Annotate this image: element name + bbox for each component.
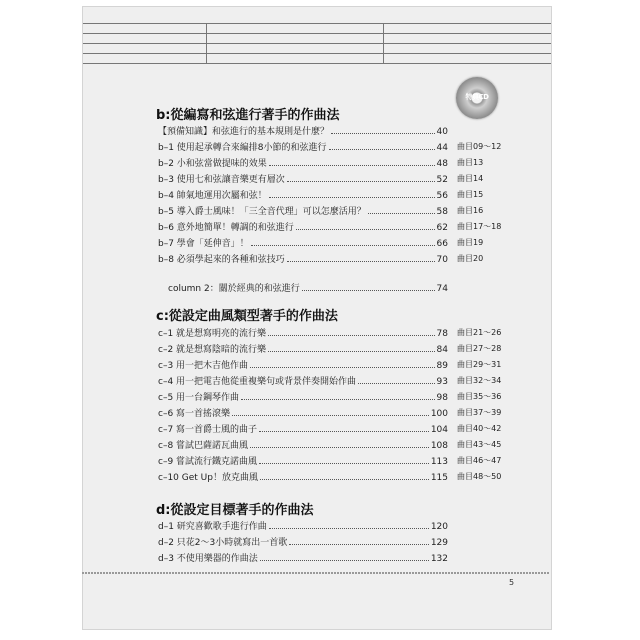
track-label: 曲目32～34 xyxy=(457,376,502,385)
section-title-c: c:從設定曲風類型著手的作曲法 xyxy=(156,309,338,324)
toc-row[interactable]: b–1 使用起承轉合來編排8小節的和弦進行 44 xyxy=(158,143,448,153)
section-title-b: b:從編寫和弦進行著手的作曲法 xyxy=(156,108,340,123)
toc-row[interactable]: b–7 學會「延伸音」！ 66 xyxy=(158,239,448,249)
toc-row[interactable]: c–10 Get Up！放克曲風 115 xyxy=(158,473,448,483)
toc-row[interactable]: c–9 嘗試流行鐵克諾曲風 113 xyxy=(158,457,448,467)
track-label: 曲目37～39 xyxy=(457,408,502,417)
toc-row[interactable]: d–1 研究喜歡歌手進行作曲 120 xyxy=(158,522,448,532)
track-label: 曲目14 xyxy=(457,174,484,183)
toc-row[interactable]: b–2 小和弦當做提味的效果 48 xyxy=(158,159,448,169)
track-label: 曲目16 xyxy=(457,206,484,215)
toc-row[interactable]: c–2 就是想寫陰暗的流行樂 84 xyxy=(158,345,448,355)
track-label: 曲目35～36 xyxy=(457,392,502,401)
page-number: 5 xyxy=(509,578,515,587)
track-label: 曲目13 xyxy=(457,158,484,167)
toc-row[interactable]: c–6 寫一首搖滾樂 100 xyxy=(158,409,448,419)
toc-row[interactable]: d–2 只花2～3小時就寫出一首歌 129 xyxy=(158,538,448,548)
cd-label: 特典CD xyxy=(465,93,489,101)
toc-row-column[interactable]: column 2：關於經典的和弦進行 74 xyxy=(168,284,448,294)
track-label: 曲目27～28 xyxy=(457,344,502,353)
track-label: 曲目09～12 xyxy=(457,142,502,151)
toc-row[interactable]: b–8 必須學起來的各種和弦技巧 70 xyxy=(158,255,448,265)
toc-row[interactable]: c–4 用一把電吉他從重複樂句或背景伴奏開始作曲 93 xyxy=(158,377,448,387)
toc-row[interactable]: 【預備知識】和弦進行的基本規則是什麼？ 40 xyxy=(158,127,448,137)
toc-row[interactable]: d–3 不使用樂器的作曲法 132 xyxy=(158,554,448,564)
section-title-d: d:從設定目標著手的作曲法 xyxy=(156,503,314,518)
track-label: 曲目46～47 xyxy=(457,456,502,465)
toc-row[interactable]: c–8 嘗試巴薩諾瓦曲風 108 xyxy=(158,441,448,451)
track-label: 曲目19 xyxy=(457,238,484,247)
track-label: 曲目43～45 xyxy=(457,440,502,449)
track-label: 曲目21～26 xyxy=(457,328,502,337)
track-label: 曲目48～50 xyxy=(457,472,502,481)
toc-row[interactable]: b–6 意外地簡單！轉調的和弦進行 62 xyxy=(158,223,448,233)
toc-row[interactable]: b–4 帥氣地運用次屬和弦！ 56 xyxy=(158,191,448,201)
track-label: 曲目40～42 xyxy=(457,424,502,433)
toc-row[interactable]: b–5 導入爵士風味！「三全音代理」可以怎麼活用？ 58 xyxy=(158,207,448,217)
bottom-divider xyxy=(82,572,550,574)
track-label: 曲目17～18 xyxy=(457,222,502,231)
toc-row[interactable]: c–5 用一台鋼琴作曲 98 xyxy=(158,393,448,403)
toc-row[interactable]: c–7 寫一首爵士風的曲子 104 xyxy=(158,425,448,435)
track-label: 曲目20 xyxy=(457,254,484,263)
toc-row[interactable]: b–3 使用七和弦讓音樂更有層次 52 xyxy=(158,175,448,185)
toc-row[interactable]: c–3 用一把木吉他作曲 89 xyxy=(158,361,448,371)
track-label: 曲目29～31 xyxy=(457,360,502,369)
track-label: 曲目15 xyxy=(457,190,484,199)
toc-row[interactable]: c–1 就是想寫明亮的流行樂 78 xyxy=(158,329,448,339)
music-staff xyxy=(83,23,551,67)
